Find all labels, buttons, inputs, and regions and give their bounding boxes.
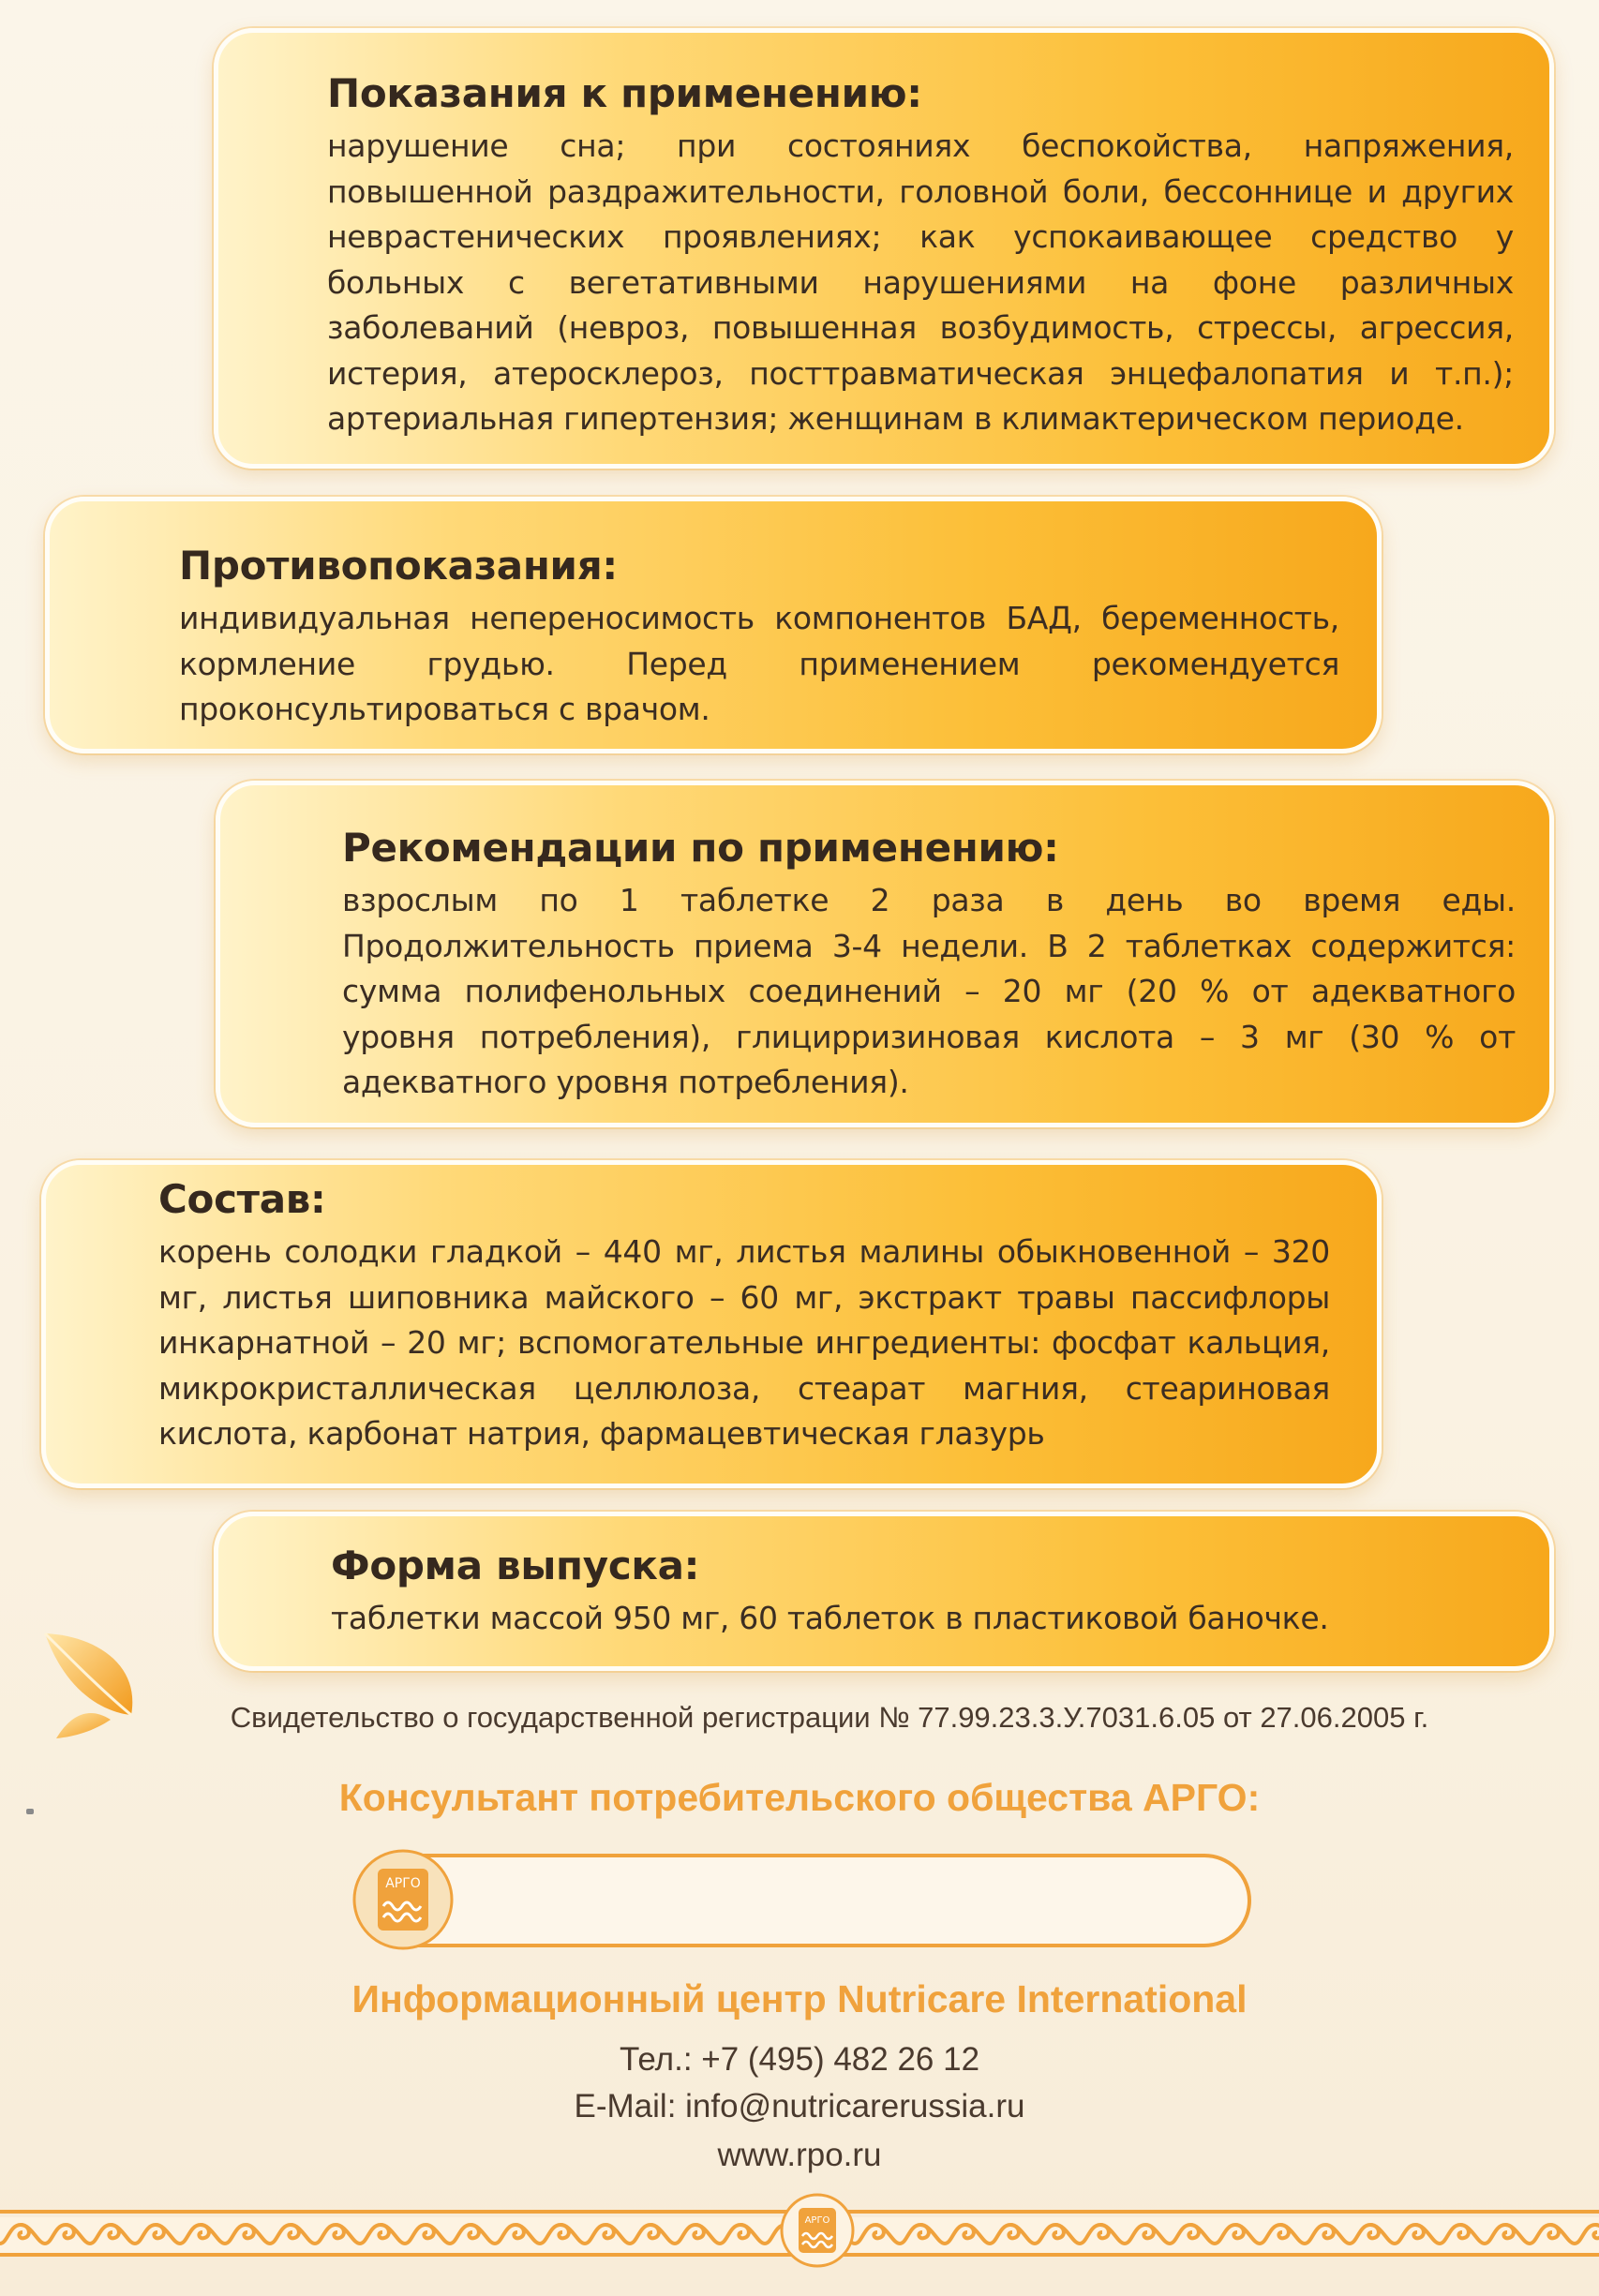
indications-block (214, 28, 1554, 469)
argo-logo (780, 2193, 855, 2268)
contraindications-text: индивидуальная непереносимость компонентов БАД, беременность, кормление грудью. Перед применением рекомендуется проконсультироваться с врачом. (179, 600, 1339, 727)
argo-logo (351, 1848, 455, 1951)
contraindications-title: Противопоказания: (179, 543, 618, 589)
contact-phone: Тел.: +7 (495) 482 26 12 (619, 2041, 980, 2078)
recommendations-block (216, 781, 1554, 1127)
consultant-heading: Консультант потребительского общества АРГО: (338, 1776, 1261, 1819)
indications-title: Показания к применению: (327, 70, 922, 116)
indications-text: нарушение сна; при состояниях беспокойства, напряжения, повышенной раздражительности, головной боли, бессоннице и других неврастенических проявлениях; как успокаивающее средство у больных с вегетативными нарушениями на фоне различных заболеваний (невроз, повышенная возбудимость, стрессы, агрессия, истерия, атеросклероз, посттравматическая энцефалопатия и т.п.); артериальная гипертензия; женщинам в климактерическом периоде. (327, 127, 1514, 437)
recommendations-title: Рекомендации по применению: (342, 825, 1059, 871)
logo-text: АРГО (804, 2215, 830, 2226)
recommendations-text: взрослым по 1 таблетке 2 раза в день во время еды. Продолжительность приема 3-4 недели. В 2 таблетках содержится: сумма полифенольных соединений – 20 мг (20 % от адекватного уровня потребления), глицирризиновая кислота – 3 мг (30 % от адекватного уровня потребления). (342, 882, 1516, 1100)
info-center-heading: Информационный центр Nutricare International (351, 1977, 1248, 2020)
contraindications-block (45, 497, 1382, 753)
release-form-title: Форма выпуска: (331, 1543, 700, 1588)
composition-title: Состав: (158, 1176, 326, 1222)
consultant-field[interactable] (356, 1854, 1251, 1947)
composition-text: корень солодки гладкой – 440 мг, листья малины обыкновенной – 320 мг, листья шиповника майского – 60 мг, экстракт травы пассифлоры инкарнатной – 20 мг; вспомогательные ингредиенты: фосфат кальция, микрокристаллическая целлюлоза, стеарат магния, стеариновая кислота, карбонат натрия, фармацевтическая глазурь (158, 1233, 1330, 1452)
contact-email[interactable]: E-Mail: info@nutricarerussia.ru (574, 2088, 1025, 2125)
contact-website[interactable]: www.rpo.ru (717, 2137, 882, 2173)
release-form-block (214, 1512, 1554, 1671)
release-form-text: таблетки массой 950 мг, 60 таблеток в пластиковой баночке. (331, 1600, 1329, 1636)
logo-text: АРГО (385, 1876, 421, 1891)
composition-block (41, 1160, 1382, 1488)
registration-certificate: Свидетельство о государственной регистрации № 77.99.23.3.У.7031.6.05 от 27.06.2005 г. (230, 1701, 1429, 1734)
scan-mark (26, 1809, 34, 1814)
